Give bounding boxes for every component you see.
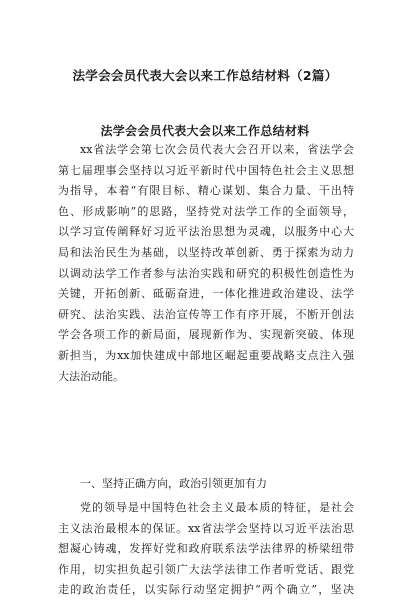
paragraph-line: 走的政治责任，以实际行动坚定拥护“两个确立”，坚决 — [58, 583, 354, 597]
section-heading: 一、坚持正确方向，政治引领更加有力 — [80, 477, 267, 490]
paragraph-line: 色、形成影响”的思路，坚持党对法学工作的全面领导， — [58, 204, 354, 218]
article-title: 法学会会员代表大会以来工作总结材料 — [100, 124, 310, 138]
paragraph-line: 研究、法治实践、法治宣传等工作有序开展，不断开创法 — [58, 307, 354, 321]
paragraph-line: 第七届理事会坚持以习近平新时代中国特色社会主义思想 — [58, 163, 354, 177]
document-title: 法学会会员代表大会以来工作总结材料（2篇） — [72, 68, 338, 83]
paragraph-line: 作用，切实担负起引领广大法学法律工作者听党话、跟党 — [58, 562, 354, 576]
paragraph-2 — [58, 498, 354, 601]
paragraph-line: 想凝心铸魂，发挥好党和政府联系法学法律界的桥梁纽带 — [58, 542, 354, 556]
paragraph-line: xx省法学会第七次会员代表大会召开以来，省法学会 — [80, 143, 354, 156]
paragraph-line: 为指导，本着“有限目标、精心谋划、集合力量、干出特 — [58, 184, 354, 198]
paragraph-1 — [58, 140, 354, 387]
paragraph-line: 局和法治民生为基础，以坚持改革创新、勇于探索为动力 — [58, 245, 354, 259]
paragraph-line: 以学习宣传阐释好习近平法治思想为灵魂，以服务中心大 — [58, 225, 354, 239]
paragraph-line: 以调动法学工作者参与法治实践和研究的积极性创造性为 — [58, 266, 354, 280]
paragraph-line: 关键，开拓创新、砥砺奋进，一体化推进政治建设、法学 — [58, 287, 354, 301]
paragraph-line: 新担当，为xx加快建成中部地区崛起重要战略支点注入强 — [58, 348, 354, 362]
paragraph-line: 主义法治最根本的保证。xx省法学会坚持以习近平法治思 — [58, 521, 354, 535]
paragraph-line: 大法治动能。 — [58, 369, 124, 383]
paragraph-line: 学会各项工作的新局面，展现新作为、实现新突破、体现 — [58, 328, 354, 342]
paragraph-line: 党的领导是中国特色社会主义最本质的特征，是社会 — [80, 501, 354, 514]
